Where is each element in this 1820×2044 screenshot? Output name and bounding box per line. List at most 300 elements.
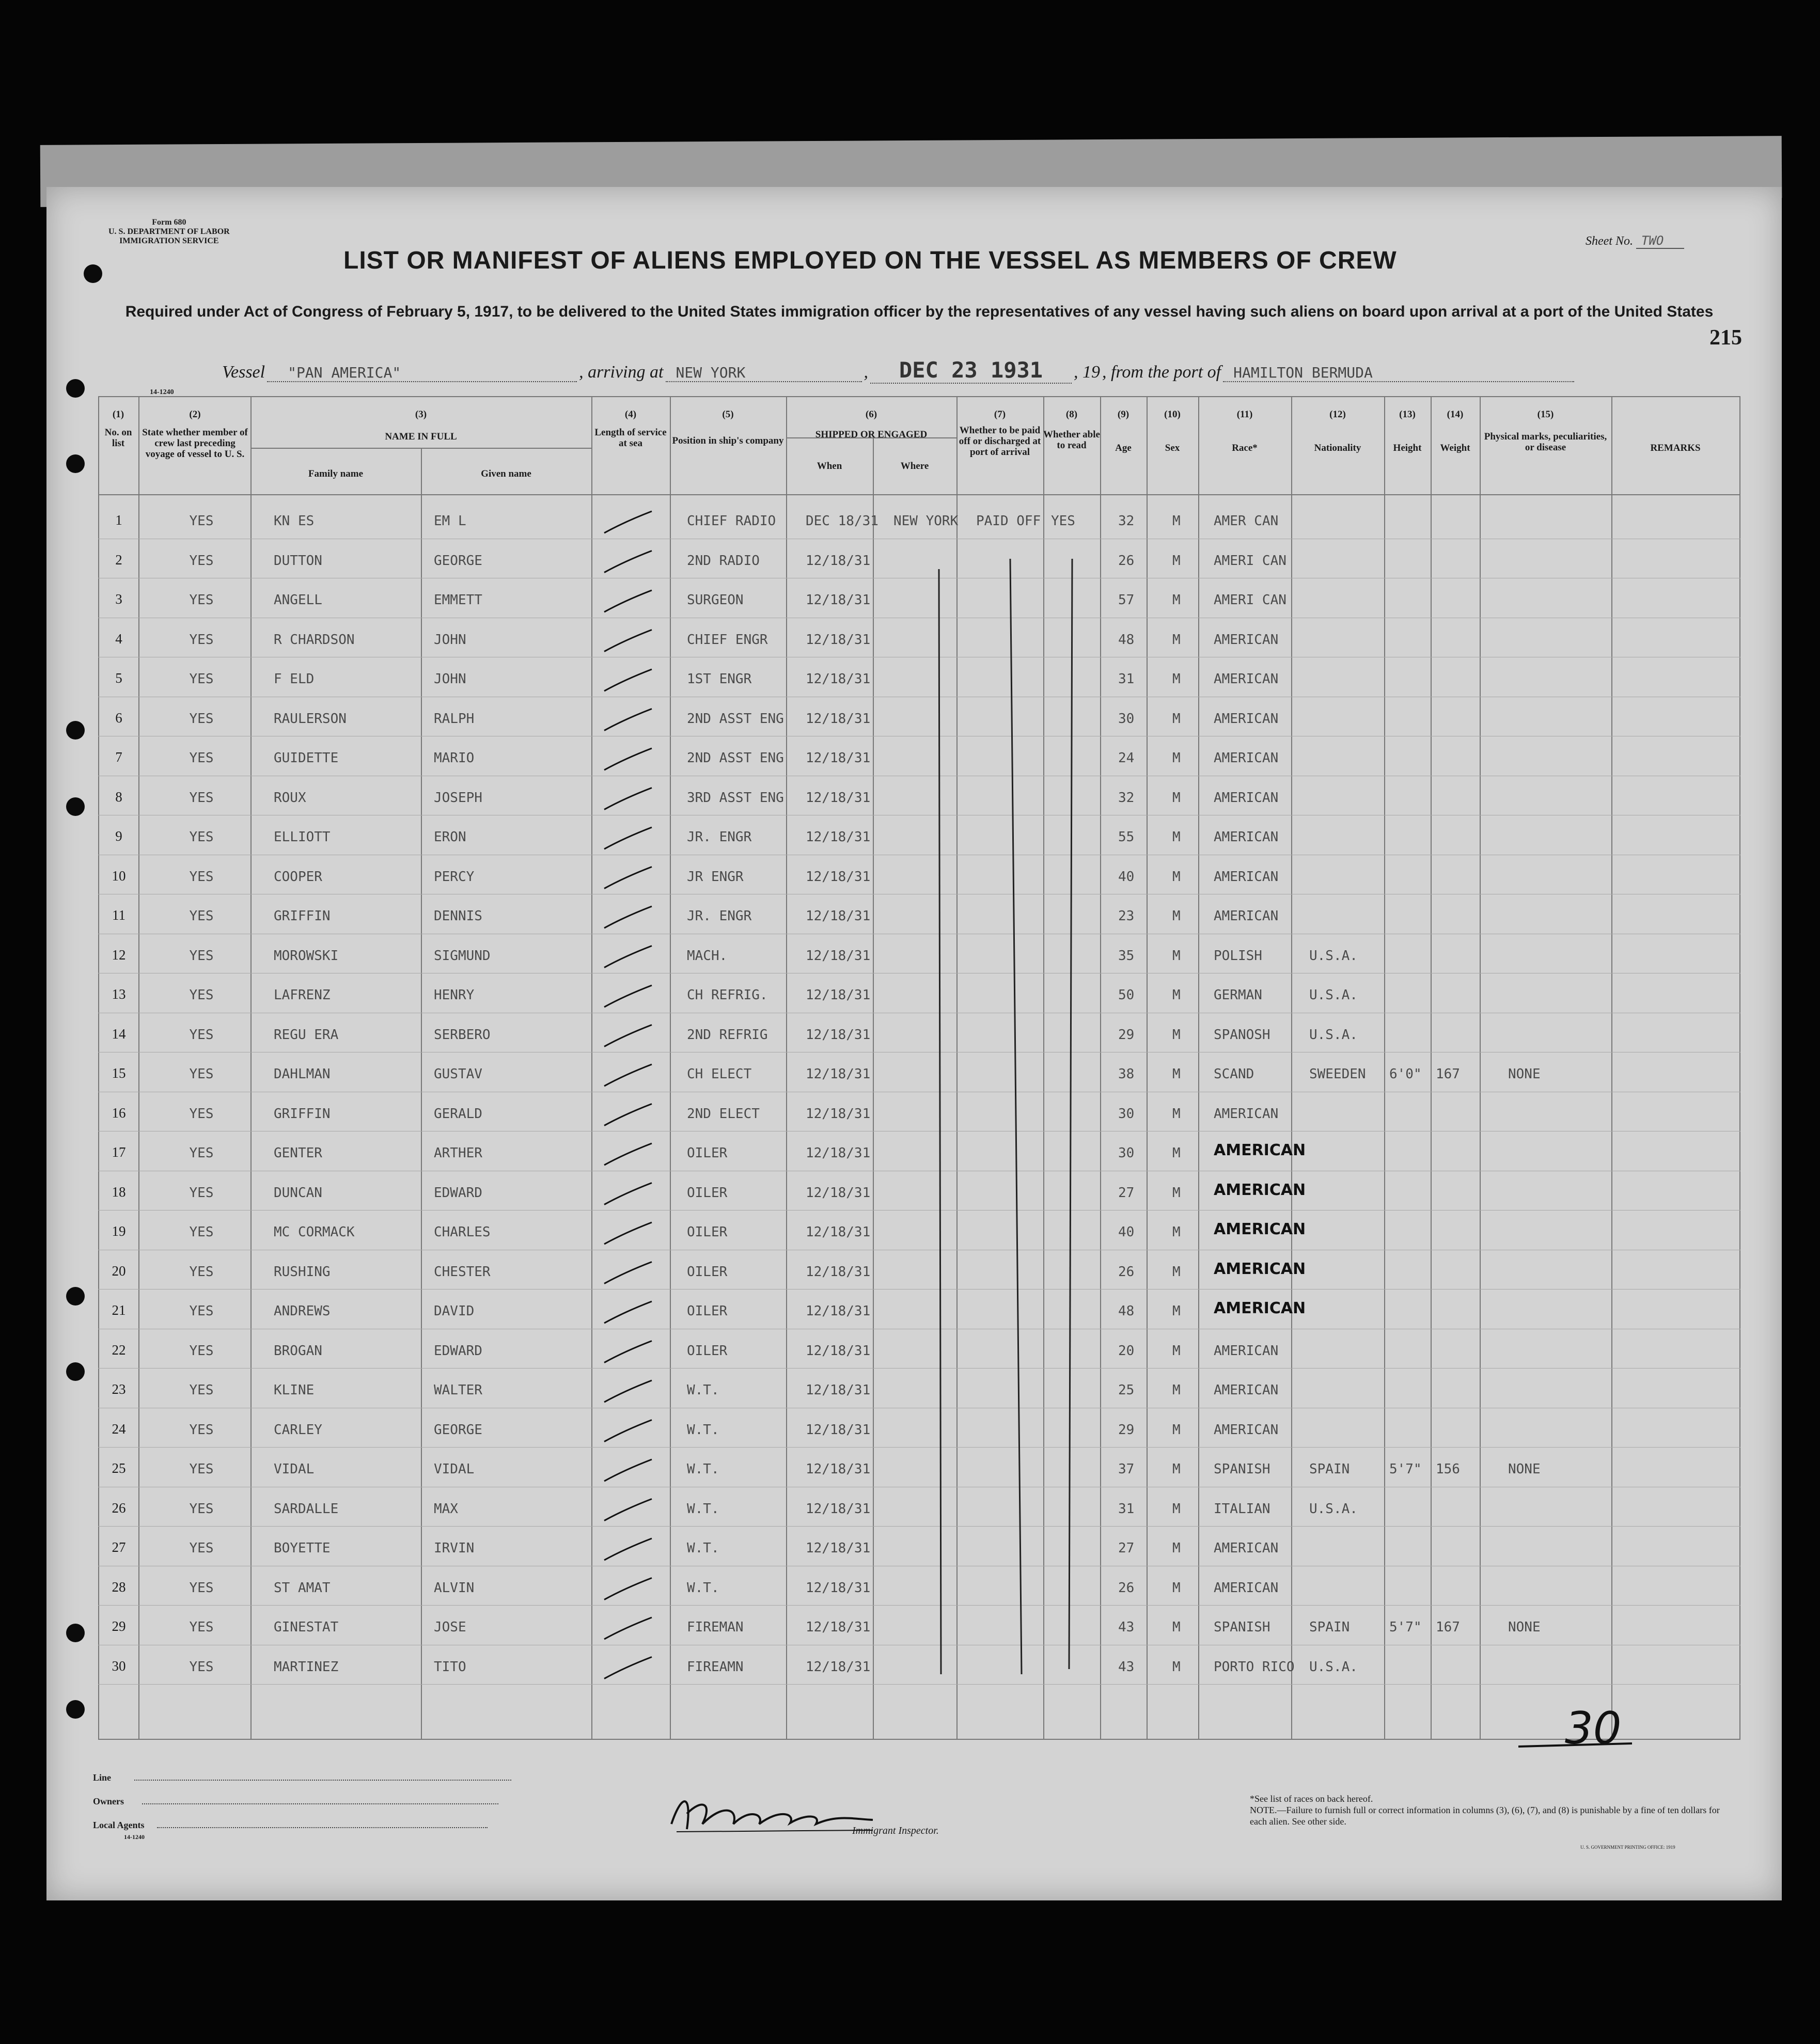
row-number: 2 [115, 552, 122, 568]
cell-prev: YES [189, 1422, 214, 1438]
row-number: 17 [112, 1144, 126, 1160]
page-subtitle: Required under Act of Congress of February 5, 1917, to be delivered to the United States immigration officer by the representatives of any vessel having such aliens on board upon arrival at a port of the United States [125, 303, 1714, 320]
cell-paid: PAID OFF [976, 513, 1041, 529]
cell-prev: YES [189, 908, 214, 924]
cell-when: 12/18/31 [806, 908, 871, 924]
handwritten-total: 30 [1565, 1703, 1622, 1754]
cell-read: YES [1051, 513, 1075, 529]
check-mark [604, 1538, 652, 1560]
check-mark [604, 748, 652, 770]
cell-prev: YES [189, 1185, 214, 1201]
row-number: 12 [112, 947, 126, 963]
col-header-position: (5) Position in ship's company [672, 409, 784, 446]
row-number: 29 [112, 1618, 126, 1634]
cell-race: AMERI CAN [1214, 553, 1286, 569]
cell-prev: YES [189, 1501, 214, 1517]
cell-position: W.T. [687, 1501, 719, 1517]
cell-race: SPANOSH [1214, 1027, 1270, 1043]
cell-sex: M [1172, 1027, 1181, 1043]
cell-age: 24 [1118, 750, 1135, 766]
cell-given: GUSTAV [434, 1066, 482, 1082]
footer-agents-label: Local Agents [93, 1820, 145, 1830]
cell-height: 6'0" [1389, 1066, 1422, 1082]
cell-sex: M [1172, 1145, 1181, 1161]
vessel-label: Vessel [222, 363, 265, 382]
cell-nationality: U.S.A. [1309, 1501, 1358, 1517]
cell-given: HENRY [434, 987, 475, 1003]
cell-family: BROGAN [274, 1343, 322, 1359]
row-number: 27 [112, 1539, 126, 1555]
cell-prev: YES [189, 553, 214, 569]
footer-owners-field [93, 1796, 498, 1807]
check-mark [604, 1025, 652, 1047]
cell-given: DENNIS [434, 908, 482, 924]
col-header-physical-marks: (15) Physical marks, peculiarities, or disease [1484, 409, 1607, 453]
cell-family: DAHLMAN [274, 1066, 331, 1082]
cell-position: W.T. [687, 1461, 719, 1477]
row-number: 18 [112, 1184, 126, 1200]
cell-position: 2ND REFRIG [687, 1027, 768, 1043]
check-mark [604, 1262, 652, 1284]
cell-position: W.T. [687, 1382, 719, 1398]
cell-sex: M [1172, 1461, 1181, 1477]
cell-when: 12/18/31 [806, 711, 871, 727]
cell-age: 29 [1118, 1422, 1135, 1438]
cell-sex: M [1172, 1224, 1181, 1240]
cell-position: OILER [687, 1224, 728, 1240]
col-header-no: (1) No. on list [104, 409, 132, 449]
cell-weight: 156 [1436, 1461, 1460, 1477]
cell-race: AMERICAN [1214, 1260, 1306, 1278]
cell-race: AMERICAN [1214, 1106, 1279, 1122]
cell-race: AMERICAN [1214, 1422, 1279, 1438]
cell-family: RUSHING [274, 1264, 331, 1280]
cell-when: 12/18/31 [806, 750, 871, 766]
row-number: 30 [112, 1658, 126, 1674]
cell-family: RAULERSON [274, 711, 347, 727]
check-mark [604, 985, 652, 1007]
vessel-value: "PAN AMERICA" [267, 364, 577, 382]
cell-when: 12/18/31 [806, 1224, 871, 1240]
cell-sex: M [1172, 987, 1181, 1003]
cell-prev: YES [189, 513, 214, 529]
check-mark [604, 827, 652, 849]
check-mark [604, 669, 652, 691]
col-header-shipped: (6) SHIPPED OR ENGAGED [815, 409, 928, 440]
cell-prev: YES [189, 987, 214, 1003]
cell-race: GERMAN [1214, 987, 1262, 1003]
cell-when: 12/18/31 [806, 1066, 871, 1082]
cell-given: JOSE [434, 1620, 466, 1635]
cell-family: GRIFFIN [274, 908, 331, 924]
cell-sex: M [1172, 632, 1181, 648]
row-number: 3 [115, 591, 122, 607]
cell-prev: YES [189, 1066, 214, 1082]
cell-family: KN ES [274, 513, 315, 529]
check-mark [604, 551, 652, 573]
check-mark [604, 1104, 652, 1126]
check-mark [604, 867, 652, 889]
col-header-remarks: REMARKS [1650, 443, 1701, 453]
cell-prev: YES [189, 1106, 214, 1122]
col-header-where: Where [900, 461, 929, 471]
row-number: 24 [112, 1421, 126, 1437]
row-number: 11 [112, 907, 125, 923]
cell-family: GUIDETTE [274, 750, 339, 766]
cell-race: AMERICAN [1214, 829, 1279, 845]
cell-family: GINESTAT [274, 1620, 339, 1635]
row-number: 1 [115, 512, 122, 528]
cell-age: 30 [1118, 1106, 1135, 1122]
check-mark [604, 946, 652, 968]
cell-when: 12/18/31 [806, 1264, 871, 1280]
cell-age: 29 [1118, 1027, 1135, 1043]
col-header-name: (3) NAME IN FULL [385, 409, 457, 442]
row-number: 9 [115, 828, 122, 844]
cell-sex: M [1172, 1620, 1181, 1635]
row-number: 6 [115, 710, 122, 726]
cell-family: ELLIOTT [274, 829, 331, 845]
cell-given: EMMETT [434, 592, 482, 608]
cell-when: 12/18/31 [806, 1343, 871, 1359]
cell-position: OILER [687, 1145, 728, 1161]
cell-position: FIREMAN [687, 1620, 744, 1635]
cell-position: 2ND ASST ENG [687, 711, 784, 727]
cell-family: ST AMAT [274, 1580, 331, 1596]
cell-when: 12/18/31 [806, 592, 871, 608]
cell-family: DUTTON [274, 553, 322, 569]
vessel-line: Vessel "PAN AMERICA" , arriving at NEW YORK , DEC 23 1931 , 19 , from the port of HAMILTON BERMUDA [222, 357, 1574, 384]
cell-nationality: U.S.A. [1309, 1659, 1358, 1675]
cell-given: SIGMUND [434, 948, 491, 964]
handwritten-marks [46, 187, 1782, 1900]
cell-prev: YES [189, 869, 214, 885]
cell-age: 23 [1118, 908, 1135, 924]
cell-given: GEORGE [434, 1422, 482, 1438]
from-port-value: HAMILTON BERMUDA [1223, 364, 1574, 382]
cell-age: 31 [1118, 1501, 1135, 1517]
cell-race: AMERICAN [1214, 1141, 1306, 1159]
cell-age: 20 [1118, 1343, 1135, 1359]
check-mark [604, 1499, 652, 1521]
cell-prev: YES [189, 1224, 214, 1240]
cell-when: 12/18/31 [806, 1106, 871, 1122]
cell-race: AMERICAN [1214, 1580, 1279, 1596]
col-header-race: (11) Race* [1232, 409, 1258, 453]
cell-weight: 167 [1436, 1066, 1460, 1082]
cell-prev: YES [189, 1343, 214, 1359]
cell-given: JOSEPH [434, 790, 482, 806]
col-header-able-to-read: (8) Whether able to read [1043, 409, 1100, 451]
cell-sex: M [1172, 790, 1181, 806]
ditto-line-paid [1010, 559, 1022, 1674]
cell-age: 37 [1118, 1461, 1135, 1477]
cell-family: F ELD [274, 671, 315, 687]
cell-given: TITO [434, 1659, 466, 1675]
cell-marks: NONE [1508, 1461, 1541, 1477]
cell-age: 26 [1118, 553, 1135, 569]
cell-position: MACH. [687, 948, 728, 964]
footer-owners-label: Owners [93, 1796, 124, 1806]
check-mark [604, 709, 652, 731]
cell-prev: YES [189, 1580, 214, 1596]
cell-prev: YES [189, 711, 214, 727]
cell-marks: NONE [1508, 1066, 1541, 1082]
cell-race: AMERICAN [1214, 1343, 1279, 1359]
cell-when: 12/18/31 [806, 1145, 871, 1161]
check-mark [604, 1578, 652, 1600]
cell-race: AMERICAN [1214, 1299, 1306, 1317]
cell-race: AMER CAN [1214, 513, 1279, 529]
cell-race: POLISH [1214, 948, 1262, 964]
cell-prev: YES [189, 790, 214, 806]
cell-given: IRVIN [434, 1540, 475, 1556]
cell-given: EDWARD [434, 1185, 482, 1201]
cell-given: EM L [434, 513, 466, 529]
cell-sex: M [1172, 829, 1181, 845]
cell-when: 12/18/31 [806, 1540, 871, 1556]
cell-family: VIDAL [274, 1461, 315, 1477]
cell-prev: YES [189, 592, 214, 608]
cell-age: 55 [1118, 829, 1135, 845]
cell-position: FIREAMN [687, 1659, 744, 1675]
inspector-label: Immigrant Inspector. [852, 1825, 939, 1836]
check-mark [604, 1222, 652, 1244]
cell-race: AMERICAN [1214, 1382, 1279, 1398]
cell-sex: M [1172, 1264, 1181, 1280]
cell-prev: YES [189, 1382, 214, 1398]
row-number: 4 [115, 631, 122, 647]
cell-when: 12/18/31 [806, 1620, 871, 1635]
cell-race: AMERICAN [1214, 908, 1279, 924]
row-number: 16 [112, 1105, 126, 1121]
cell-when: 12/18/31 [806, 1580, 871, 1596]
check-mark [604, 1064, 652, 1086]
cell-family: MOROWSKI [274, 948, 339, 964]
cell-when: 12/18/31 [806, 671, 871, 687]
cell-family: CARLEY [274, 1422, 322, 1438]
cell-given: SERBERO [434, 1027, 491, 1043]
footer-notes [1250, 1793, 1730, 1827]
check-mark [604, 511, 652, 533]
arriving-label: , arriving at [579, 363, 664, 382]
col-header-when: When [817, 461, 842, 471]
cell-sex: M [1172, 1659, 1181, 1675]
cell-given: EDWARD [434, 1343, 482, 1359]
cell-sex: M [1172, 1303, 1181, 1319]
sheet-number-value: TWO [1636, 233, 1684, 249]
cell-family: GRIFFIN [274, 1106, 331, 1122]
cell-position: CH ELECT [687, 1066, 752, 1082]
cell-sex: M [1172, 1422, 1181, 1438]
cell-sex: M [1172, 1185, 1181, 1201]
cell-age: 27 [1118, 1540, 1135, 1556]
cell-given: GEORGE [434, 553, 482, 569]
from-label: , from the port of [1102, 363, 1221, 382]
row-number: 25 [112, 1460, 126, 1476]
cell-race: ITALIAN [1214, 1501, 1270, 1517]
check-mark [604, 1341, 652, 1363]
cell-height: 5'7" [1389, 1620, 1422, 1635]
cell-nationality: SPAIN [1309, 1620, 1350, 1635]
cell-family: REGU ERA [274, 1027, 339, 1043]
cell-race: AMERICAN [1214, 1181, 1306, 1199]
col-header-nationality: (12) Nationality [1314, 409, 1361, 453]
cell-given: ERON [434, 829, 466, 845]
cell-age: 48 [1118, 632, 1135, 648]
cell-age: 25 [1118, 1382, 1135, 1398]
cell-race: AMERICAN [1214, 750, 1279, 766]
row-number: 5 [115, 670, 122, 686]
cell-sex: M [1172, 513, 1181, 529]
year-label: , 19 [1074, 363, 1100, 382]
cell-family: ROUX [274, 790, 306, 806]
cell-position: CHIEF ENGR [687, 632, 768, 648]
check-mark [604, 630, 652, 652]
cell-position: W.T. [687, 1540, 719, 1556]
cell-family: MARTINEZ [274, 1659, 339, 1675]
cell-race: SCAND [1214, 1066, 1254, 1082]
cell-given: ARTHER [434, 1145, 482, 1161]
row-number: 13 [112, 986, 126, 1002]
ditto-line-where [939, 569, 941, 1674]
cell-age: 27 [1118, 1185, 1135, 1201]
footer-agents-field [93, 1820, 488, 1831]
cell-race: AMERICAN [1214, 869, 1279, 885]
cell-position: SURGEON [687, 592, 744, 608]
check-mark [604, 1459, 652, 1481]
cell-sex: M [1172, 1540, 1181, 1556]
cell-position: OILER [687, 1343, 728, 1359]
page-title: LIST OR MANIFEST OF ALIENS EMPLOYED ON THE VESSEL AS MEMBERS OF CREW [343, 247, 1397, 274]
cell-race: SPANISH [1214, 1620, 1270, 1635]
cell-height: 5'7" [1389, 1461, 1422, 1477]
check-mark [604, 788, 652, 810]
col-header-height: (13) Height [1393, 409, 1422, 453]
cell-given: ALVIN [434, 1580, 475, 1596]
col-header-sex: (10) Sex [1164, 409, 1181, 453]
cell-when: 12/18/31 [806, 1382, 871, 1398]
footer-line-field [93, 1772, 511, 1783]
cell-race: AMERICAN [1214, 1540, 1279, 1556]
cell-sex: M [1172, 1106, 1181, 1122]
cell-position: JR. ENGR [687, 908, 752, 924]
cell-given: CHESTER [434, 1264, 491, 1280]
cell-sex: M [1172, 671, 1181, 687]
cell-when: 12/18/31 [806, 869, 871, 885]
cell-prev: YES [189, 632, 214, 648]
cell-nationality: U.S.A. [1309, 1027, 1358, 1043]
printer-imprint: U. S. GOVERNMENT PRINTING OFFICE: 1919 [1580, 1845, 1675, 1850]
cell-position: OILER [687, 1303, 728, 1319]
cell-family: SARDALLE [274, 1501, 339, 1517]
cell-sex: M [1172, 1501, 1181, 1517]
cell-when: 12/18/31 [806, 1185, 871, 1201]
row-number: 23 [112, 1381, 126, 1397]
cell-when: 12/18/31 [806, 1501, 871, 1517]
ditto-line-read [1069, 559, 1072, 1669]
cell-given: RALPH [434, 711, 475, 727]
cell-race: AMERI CAN [1214, 592, 1286, 608]
cell-position: CH REFRIG. [687, 987, 768, 1003]
cell-given: MARIO [434, 750, 475, 766]
cell-position: JR. ENGR [687, 829, 752, 845]
cell-position: CHIEF RADIO [687, 513, 776, 529]
cell-when: DEC 18/31 [806, 513, 878, 529]
cell-age: 43 [1118, 1620, 1135, 1635]
cell-age: 40 [1118, 869, 1135, 885]
col-header-length-of-service: (4) Length of service at sea [594, 409, 667, 449]
col-header-previous-voyage: (2) State whether member of crew last preceding voyage of vessel to U. S. [142, 409, 248, 460]
cell-family: LAFRENZ [274, 987, 331, 1003]
cell-position: OILER [687, 1264, 728, 1280]
cell-sex: M [1172, 1343, 1181, 1359]
row-number: 8 [115, 789, 122, 805]
cell-age: 40 [1118, 1224, 1135, 1240]
col-header-paid-off: (7) Whether to be paid off or discharged at port of arrival [959, 409, 1041, 458]
footer-agents-code: 14-1240 [124, 1833, 145, 1841]
cell-nationality: SWEEDEN [1309, 1066, 1366, 1082]
cell-position: W.T. [687, 1580, 719, 1596]
cell-family: COOPER [274, 869, 322, 885]
cell-family: R CHARDSON [274, 632, 355, 648]
cell-nationality: SPAIN [1309, 1461, 1350, 1477]
row-number: 26 [112, 1500, 126, 1516]
cell-age: 30 [1118, 1145, 1135, 1161]
cell-race: AMERICAN [1214, 711, 1279, 727]
cell-when: 12/18/31 [806, 829, 871, 845]
row-number: 20 [112, 1263, 126, 1279]
cell-family: ANGELL [274, 592, 322, 608]
cell-when: 12/18/31 [806, 632, 871, 648]
cell-sex: M [1172, 1382, 1181, 1398]
cell-prev: YES [189, 1461, 214, 1477]
cell-when: 12/18/31 [806, 1659, 871, 1675]
col-header-weight: (14) Weight [1440, 409, 1470, 453]
arrival-date-stamp: DEC 23 1931 [870, 357, 1072, 384]
row-number: 21 [112, 1302, 126, 1318]
cell-sex: M [1172, 711, 1181, 727]
cell-prev: YES [189, 1620, 214, 1635]
cell-when: 12/18/31 [806, 1422, 871, 1438]
cell-when: 12/18/31 [806, 1027, 871, 1043]
page-number: 215 [1709, 326, 1742, 350]
cell-given: GERALD [434, 1106, 482, 1122]
sheet-number-label: Sheet No. [1586, 234, 1633, 248]
cell-nationality: U.S.A. [1309, 948, 1358, 964]
row-number: 15 [112, 1065, 126, 1081]
cell-prev: YES [189, 1145, 214, 1161]
race-note: *See list of races on back hereof. [1250, 1794, 1373, 1804]
cell-when: 12/18/31 [806, 1303, 871, 1319]
row-number: 22 [112, 1342, 126, 1358]
cell-prev: YES [189, 948, 214, 964]
cell-position: 3RD ASST ENG [687, 790, 784, 806]
cell-position: JR ENGR [687, 869, 744, 885]
cell-race: AMERICAN [1214, 671, 1279, 687]
cell-prev: YES [189, 1264, 214, 1280]
cell-prev: YES [189, 829, 214, 845]
check-mark [604, 1617, 652, 1639]
cell-prev: YES [189, 1659, 214, 1675]
form-number: Form 680 [152, 218, 186, 227]
cell-age: 30 [1118, 711, 1135, 727]
cell-age: 38 [1118, 1066, 1135, 1082]
row-number: 28 [112, 1579, 126, 1595]
cell-position: W.T. [687, 1422, 719, 1438]
cell-when: 12/18/31 [806, 1461, 871, 1477]
cell-when: 12/18/31 [806, 987, 871, 1003]
